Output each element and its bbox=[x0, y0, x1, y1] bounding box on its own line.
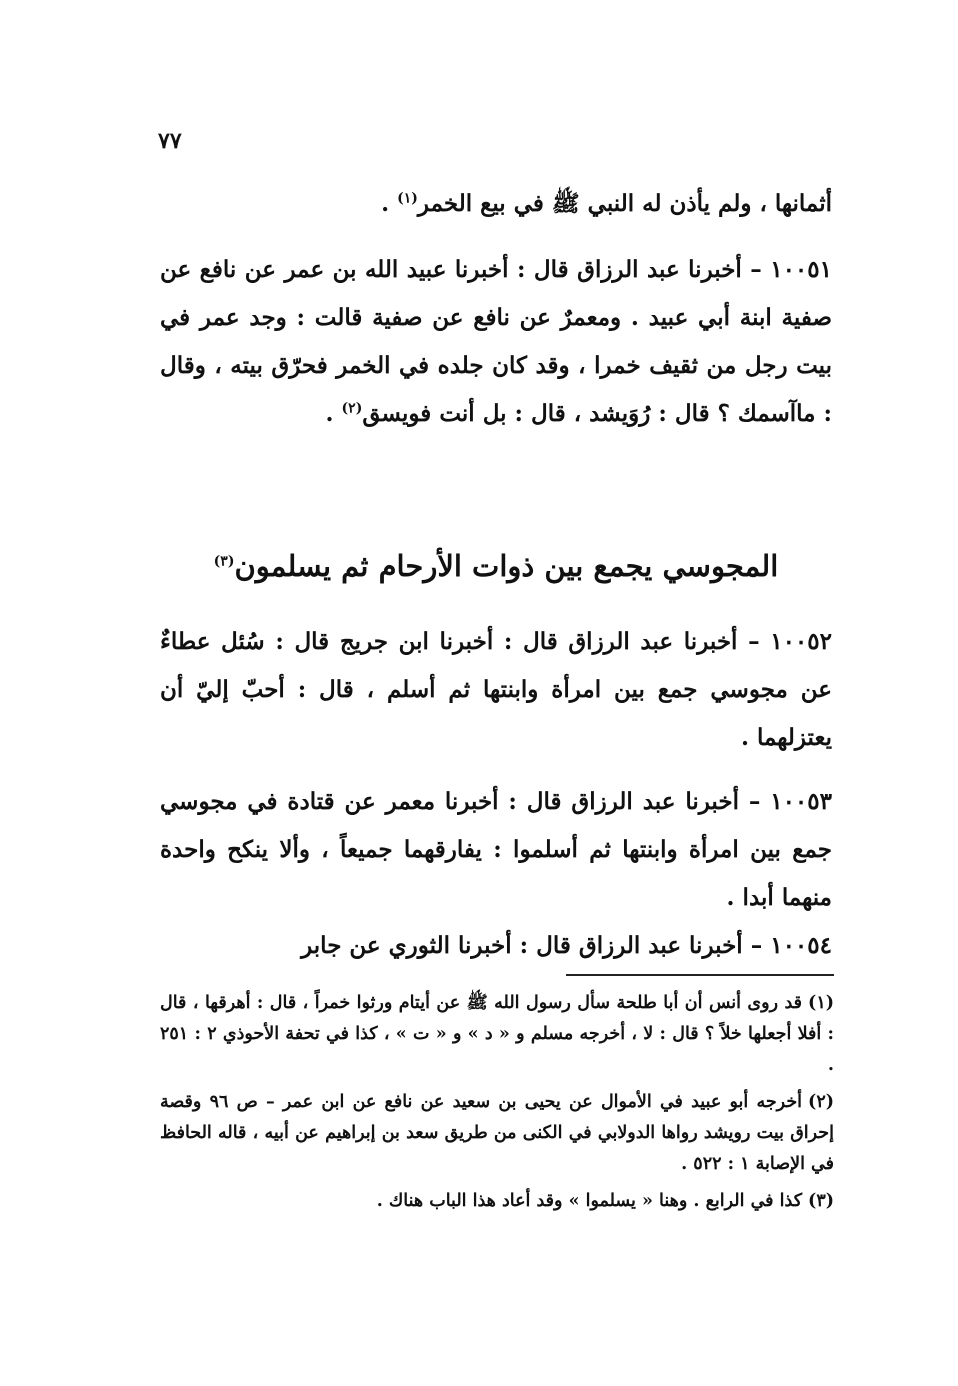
hadith-10051 bbox=[160, 246, 832, 438]
footnote-1 bbox=[160, 988, 834, 1081]
footnote-ref-2: (٢) bbox=[341, 400, 363, 417]
footnote-3 bbox=[160, 1186, 834, 1217]
footnote-number: (١) bbox=[808, 993, 834, 1013]
footnote-ref-3: (٣) bbox=[213, 553, 235, 570]
footnote-2 bbox=[160, 1087, 834, 1180]
paragraph-end: . bbox=[381, 190, 398, 217]
hadith-10052: ١٠٠٥٢ – أخبرنا عبد الرزاق قال : أخبرنا ابن جريج قال : سُئل عطاءٌ عن مجوسي جمع بين امرأة وابنتها ثم أسلم ، قال : أحبّ إليّ أن يعتزلهما . bbox=[160, 628, 832, 751]
heading-text: المجوسي يجمع بين ذوات الأرحام ثم يسلمون bbox=[234, 549, 779, 583]
footnote-ref-1: (١) bbox=[397, 190, 418, 207]
footnote-text: كذا في الرابع . وهنا « يسلموا » وقد أعاد هذا الباب هناك . bbox=[376, 1191, 803, 1211]
paragraph-continuation bbox=[160, 180, 832, 228]
hadith-10054: ١٠٠٥٤ – أخبرنا عبد الرزاق قال : أخبرنا الثوري عن جابر bbox=[301, 932, 832, 959]
footnote-text: قد روى أنس أن أبا طلحة سأل رسول الله ﷺ عن أيتام ورثوا خمراً ، قال : أهرقها ، قال : أفلا أجعلها خلاً ؟ قال : لا ، أخرجه مسلم و « د » و « ت » ، كذا في تحفة الأحوذي ٢ : ٢٥١ . bbox=[160, 993, 834, 1075]
hadith-10053: ١٠٠٥٣ – أخبرنا عبد الرزاق قال : أخبرنا معمر عن قتادة في مجوسي جمع بين امرأة وابنتها ثم أسلموا : يفارقهما جميعاً ، وألا ينكح واحدة منهما أبدا . bbox=[160, 788, 832, 911]
page-number: ٧٧ bbox=[158, 128, 182, 154]
footnote-number: (٣) bbox=[808, 1191, 834, 1211]
footnote-text: أخرجه أبو عبيد في الأموال عن يحيى بن سعيد عن نافع عن ابن عمر – ص ٩٦ وقصة إحراق بيت رويشد رواها الدولابي في الكنى من طريق سعد بن إبراهيم عن أبيه ، قاله الحافظ في الإصابة ١ : ٥٢٢ . bbox=[160, 1092, 834, 1174]
section-heading bbox=[160, 540, 832, 592]
footnote-divider bbox=[566, 974, 834, 976]
paragraph-end: . bbox=[325, 400, 342, 427]
paragraph-text: أثمانها ، ولم يأذن له النبي ﷺ في بيع الخمر bbox=[417, 190, 832, 217]
footnotes bbox=[160, 988, 834, 1223]
paragraph-text: ١٠٠٥١ – أخبرنا عبد الرزاق قال : أخبرنا عبيد الله بن عمر عن نافع عن صفية ابنة أبي عبيد . ومعمرٌ عن نافع عن صفية قالت : وجد عمر في بيت رجل من ثقيف خمرا ، وقد كان جلده في الخمر فحرّق بيته ، وقال : ماآسمك ؟ قال : رُوَيشد ، قال : بل أنت فويسق bbox=[160, 256, 832, 427]
footnote-number: (٢) bbox=[808, 1092, 834, 1112]
